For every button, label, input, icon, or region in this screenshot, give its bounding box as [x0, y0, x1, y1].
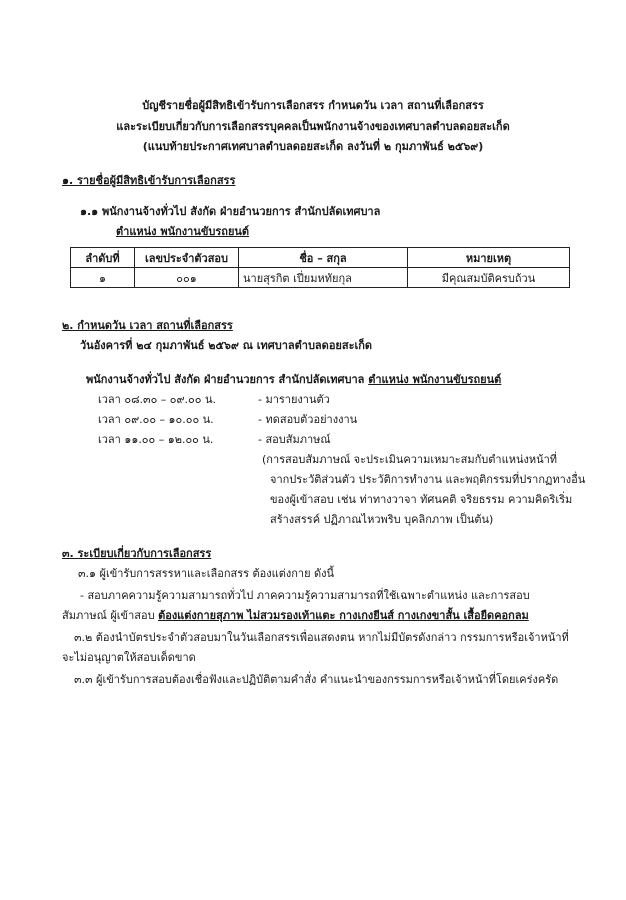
table-row [71, 268, 570, 288]
schedule-item: - มารายงานตัว [258, 393, 330, 406]
interview-note-line: ของผู้เข้าสอบ เช่น ท่าทางวาจา ทัศนคติ จริยธรรม ความคิดริเริ่ม [270, 493, 573, 506]
table-header-cell: หมายเหตุ [408, 248, 570, 268]
section3-p31-detail2-prefix: สัมภาษณ์ ผู้เข้าสอบ [62, 609, 155, 622]
header-line-3: (แนบท้ายประกาศเทศบาลตำบลดอยสะเก็ด ลงวันที่ ๒ กุมภาพันธ์ ๒๕๖๙) [142, 140, 484, 153]
table-cell: นายสุรกิต เปี่ยมหทัยกุล [239, 268, 408, 288]
schedule-item: - ทดสอบตัวอย่างงาน [258, 413, 358, 426]
section1-sub: ๑.๑ พนักงานจ้างทั่วไป สังกัด ฝ่ายอำนวยการ สำนักปลัดเทศบาล [80, 205, 381, 218]
interview-note-line: สร้างสรรค์ ปฏิภาณไหวพริบ บุคลิกภาพ เป็นต้น) [270, 513, 494, 526]
schedule-time: เวลา ๑๑.๐๐ – ๑๒.๐๐ น. [98, 433, 214, 446]
table-header-cell: เลขประจำตัวสอบ [135, 248, 239, 268]
table-cell: ๑ [71, 268, 135, 288]
section2-group [86, 373, 501, 387]
section3-p32-line2: จะไม่อนุญาตให้สอบเด็ดขาด [62, 651, 196, 664]
section2-date: วันอังคารที่ ๒๔ กุมภาพันธ์ ๒๕๖๙ ณ เทศบาลตำบลดอยสะเก็ด [80, 339, 373, 352]
header-line-2: และระเบียบเกี่ยวกับการเลือกสรรบุคคลเป็นพนักงานจ้างของเทศบาลตำบลดอยสะเก็ด [116, 120, 510, 133]
header-line-1: บัญชีรายชื่อผู้มีสิทธิเข้ารับการเลือกสรร กำหนดวัน เวลา สถานที่เลือกสรร [142, 99, 484, 112]
section3-p31-detail: - สอบภาคความรู้ความสามารถทั่วไป ภาคความรู้ความสามารถที่ใช้เฉพาะตำแหน่ง และการสอบ [80, 589, 530, 602]
schedule-item: - สอบสัมภาษณ์ [258, 433, 331, 446]
section3-p31-detail2-emph: ต้องแต่งกายสุภาพ ไม่สวมรองเท้าแตะ กางเกงยีนส์ กางเกงขาสั้น เสื้อยืดคอกลม [158, 609, 529, 622]
section3-p32-line1: ๓.๒ ต้องนำบัตรประจำตัวสอบมาในวันเลือกสรรเพื่อแสดงตน หากไม่มีบัตรดังกล่าว กรรมการหรือเจ้าหน้าที่ [74, 631, 569, 644]
section3-p33: ๓.๓ ผู้เข้ารับการสอบต้องเชื่อฟังและปฏิบัติตามคำสั่ง คำแนะนำของกรรมการหรือเจ้าหน้าที่โดยเคร่งครัด [74, 673, 559, 686]
section2-title: ๒. กำหนดวัน เวลา สถานที่เลือกสรร [62, 319, 233, 332]
section3-p31-detail2 [62, 609, 529, 623]
table-cell: มีคุณสมบัติครบถ้วน [408, 268, 570, 288]
table-header-cell: ชื่อ – สกุล [239, 248, 408, 268]
section1-title: ๑. รายชื่อผู้มีสิทธิเข้ารับการเลือกสรร [62, 174, 236, 187]
candidate-table [70, 247, 570, 288]
schedule-time: เวลา ๐๙.๐๐ – ๑๐.๐๐ น. [98, 413, 214, 426]
interview-note-line: (การสอบสัมภาษณ์ จะประเมินความเหมาะสมกับตำแหน่งหน้าที่ [262, 453, 558, 466]
section2-group-position: ตำแหน่ง พนักงานขับรถยนต์ [368, 373, 502, 386]
table-header-row [71, 248, 570, 268]
table-header-cell: ลำดับที่ [71, 248, 135, 268]
section3-p31: ๓.๑ ผู้เข้ารับการสรรหาและเลือกสรร ต้องแต่งกาย ดังนี้ [78, 567, 335, 580]
interview-note-line: จากประวัติส่วนตัว ประวัติการทำงาน และพฤติกรรมที่ปรากฏทางอื่น [270, 473, 586, 486]
section1-position: ตำแหน่ง พนักงานขับรถยนต์ [116, 225, 250, 238]
table-cell: ๐๐๑ [135, 268, 239, 288]
section2-group-prefix: พนักงานจ้างทั่วไป สังกัด ฝ่ายอำนวยการ สำนักปลัดเทศบาล [86, 373, 365, 386]
section3-title: ๓. ระเบียบเกี่ยวกับการเลือกสรร [62, 547, 212, 560]
schedule-time: เวลา ๐๘.๓๐ – ๐๙.๐๐ น. [98, 393, 216, 406]
